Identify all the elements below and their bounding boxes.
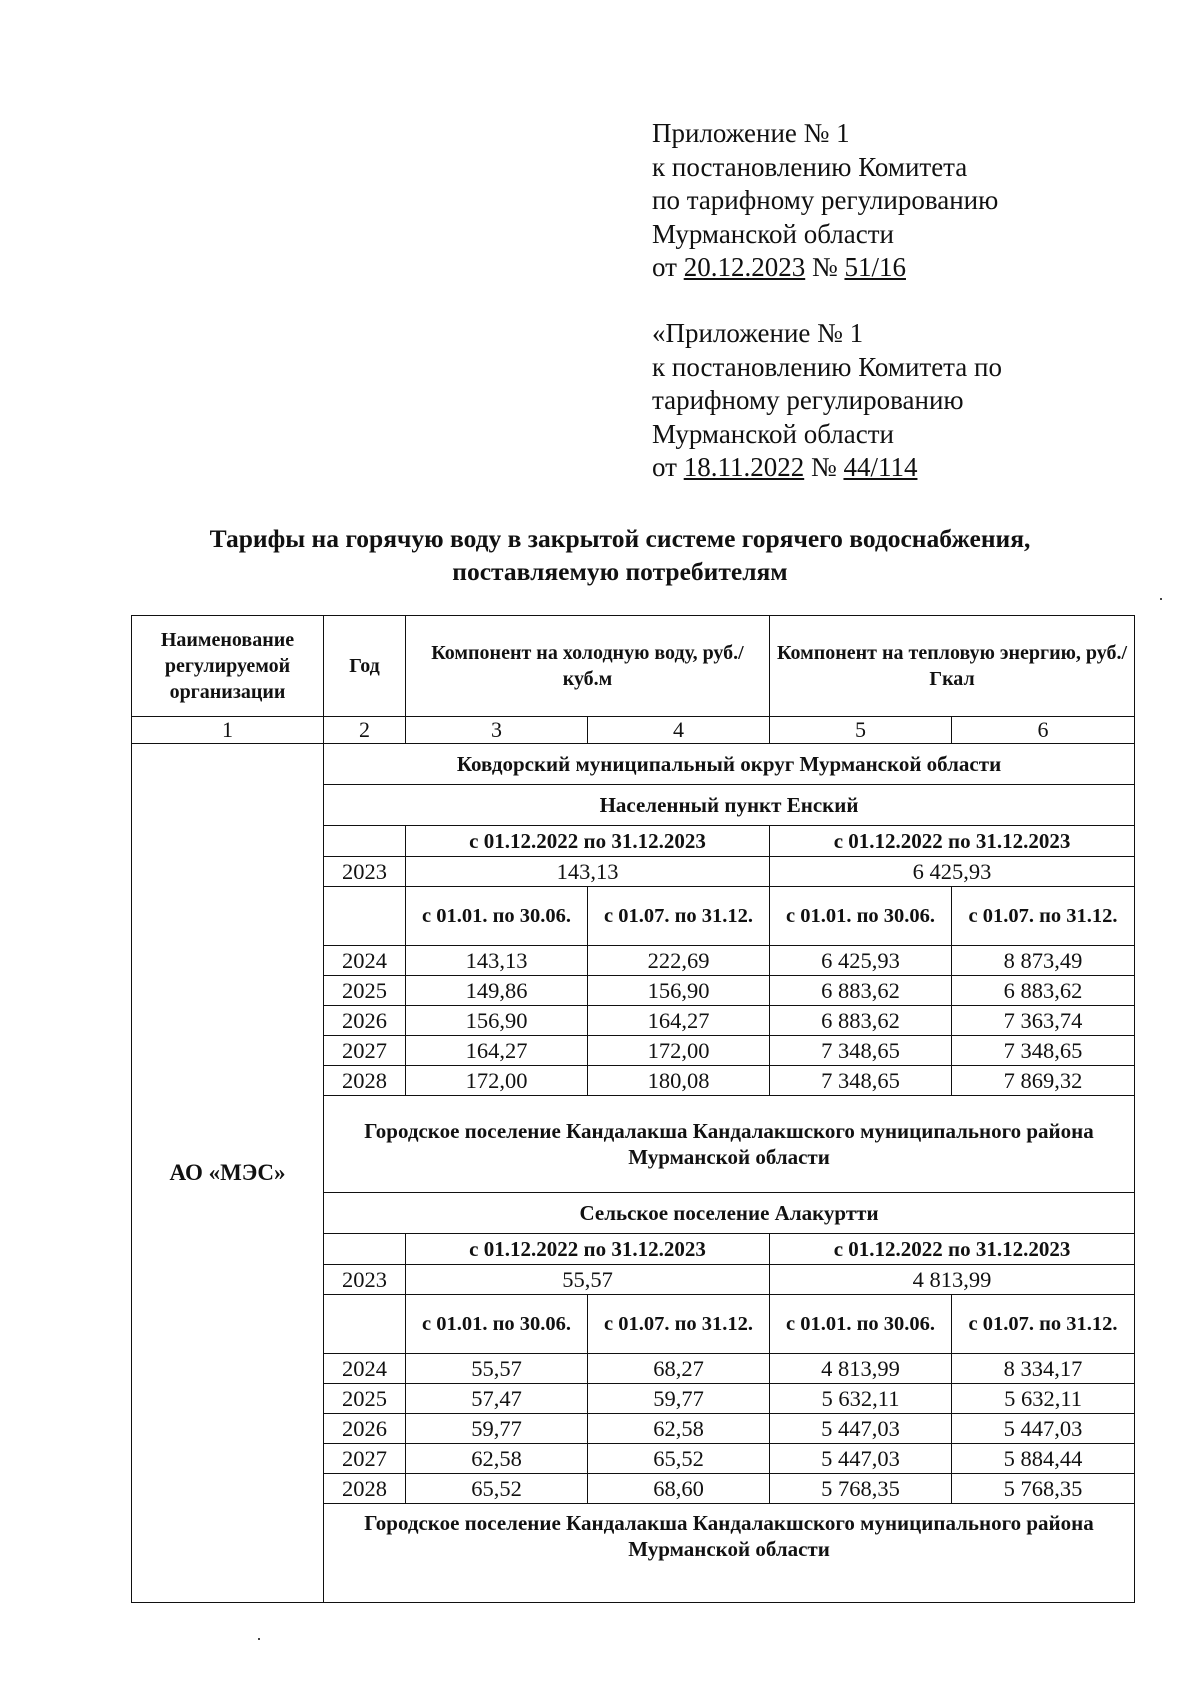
half-first-heat: с 01.01. по 30.06. [770,1295,952,1354]
document-title: Тарифы на горячую воду в закрытой системе горячего водоснабжения, поставляемую потребителям [209,524,1031,586]
cold-value: 62,58 [406,1444,588,1474]
cold-value: 68,27 [588,1354,770,1384]
cold-value: 164,27 [406,1036,588,1066]
appendix-number: Приложение № 1 [652,118,850,148]
year-cell: 2028 [324,1474,406,1504]
cold-value: 59,77 [406,1414,588,1444]
cold-value: 143,13 [406,946,588,976]
heat-value: 6 883,62 [770,976,952,1006]
col-number: 4 [588,717,770,744]
heat-value: 5 447,03 [770,1444,952,1474]
empty-cell [324,1295,406,1354]
number-prefix: № [805,252,845,282]
cold-value: 156,90 [588,976,770,1006]
cold-value: 172,00 [588,1036,770,1066]
organization-name: АО «МЭС» [132,744,324,1603]
appendix-number: «Приложение № 1 [652,318,864,348]
appendix-line: Мурманской области [652,218,894,249]
period-cold: с 01.12.2022 по 31.12.2023 [406,826,770,857]
heat-value: 5 768,35 [952,1474,1135,1504]
empty-cell [324,826,406,857]
number-prefix: № [804,452,844,482]
heat-value: 6 883,62 [770,1006,952,1036]
heat-value: 5 447,03 [952,1414,1135,1444]
settlement-name: Сельское поселение Алакуртти [324,1193,1135,1234]
table-header-row [132,616,1135,717]
year-cell: 2023 [324,857,406,887]
cold-value: 172,00 [406,1066,588,1096]
heat-value: 5 884,44 [952,1444,1135,1474]
heat-value: 7 363,74 [952,1006,1135,1036]
appendix-date-line [652,251,1122,285]
heat-value: 7 348,65 [770,1066,952,1096]
year-cell: 2027 [324,1444,406,1474]
heat-value: 7 869,32 [952,1066,1135,1096]
cold-value: 62,58 [588,1414,770,1444]
cold-value: 57,47 [406,1384,588,1414]
cold-value: 143,13 [406,857,770,887]
header-cold-water: Компонент на холодную воду, руб./куб.м [406,616,770,717]
col-number: 5 [770,717,952,744]
heat-value: 4 813,99 [770,1265,1135,1295]
col-number: 2 [324,717,406,744]
cold-value: 55,57 [406,1354,588,1384]
year-cell: 2024 [324,1354,406,1384]
heat-value: 5 447,03 [770,1414,952,1444]
year-cell: 2028 [324,1066,406,1096]
heat-value: 8 334,17 [952,1354,1135,1384]
year-cell: 2025 [324,976,406,1006]
date-prefix: от [652,452,684,482]
cold-value: 59,77 [588,1384,770,1414]
resolution-number: 51/16 [844,252,906,282]
cold-value: 180,08 [588,1066,770,1096]
heat-value: 7 348,65 [770,1036,952,1066]
cold-value: 65,52 [406,1474,588,1504]
region-name: Городское поселение Кандалакша Кандалакшского муниципального района Мурманской области [324,1504,1135,1603]
date-prefix: от [652,252,684,282]
scan-speck [258,1638,260,1640]
year-cell: 2026 [324,1414,406,1444]
period-heat: с 01.12.2022 по 31.12.2023 [770,826,1135,857]
empty-cell [324,887,406,946]
heat-value: 5 632,11 [952,1384,1135,1414]
appendix-header-original [652,317,1122,485]
header-heat-energy: Компонент на тепловую энергию, руб./Гкал [770,616,1135,717]
heat-value: 5 632,11 [770,1384,952,1414]
column-number-row [132,717,1135,744]
cold-value: 164,27 [588,1006,770,1036]
half-second-heat: с 01.07. по 31.12. [952,887,1135,946]
half-first-cold: с 01.01. по 30.06. [406,887,588,946]
year-cell: 2024 [324,946,406,976]
scan-speck [1160,598,1162,600]
year-cell: 2025 [324,1384,406,1414]
heat-value: 5 768,35 [770,1474,952,1504]
heat-value: 6 883,62 [952,976,1135,1006]
empty-cell [324,1234,406,1265]
year-cell: 2026 [324,1006,406,1036]
year-cell: 2023 [324,1265,406,1295]
cold-value: 222,69 [588,946,770,976]
appendix-line: к постановлению Комитета [652,151,968,182]
cold-value: 65,52 [588,1444,770,1474]
tariff-table [131,615,1135,1603]
cold-value: 68,60 [588,1474,770,1504]
heat-value: 7 348,65 [952,1036,1135,1066]
col-number: 6 [952,717,1135,744]
resolution-number: 44/114 [843,452,918,482]
period-heat: с 01.12.2022 по 31.12.2023 [770,1234,1135,1265]
settlement-name: Населенный пункт Енский [324,785,1135,826]
resolution-date: 20.12.2023 [683,252,806,282]
col-number: 1 [132,717,324,744]
appendix-line: по тарифному регулированию [652,185,999,215]
heat-value: 6 425,93 [770,946,952,976]
appendix-date-line [652,451,1122,485]
header-org: Наименование регулируемой организации [132,616,324,717]
heat-value: 8 873,49 [952,946,1135,976]
col-number: 3 [406,717,588,744]
appendix-header-current [652,117,1122,285]
appendix-line: к постановлению Комитета по [652,351,1002,382]
appendix-line: тарифному регулированию [652,385,964,415]
cold-value: 156,90 [406,1006,588,1036]
resolution-date: 18.11.2022 [683,452,805,482]
cold-value: 149,86 [406,976,588,1006]
region-name: Ковдорский муниципальный округ Мурманской области [324,744,1135,785]
half-first-cold: с 01.01. по 30.06. [406,1295,588,1354]
heat-value: 4 813,99 [770,1354,952,1384]
half-second-cold: с 01.07. по 31.12. [588,887,770,946]
half-second-cold: с 01.07. по 31.12. [588,1295,770,1354]
period-cold: с 01.12.2022 по 31.12.2023 [406,1234,770,1265]
header-year: Год [324,616,406,717]
half-second-heat: с 01.07. по 31.12. [952,1295,1135,1354]
region-name: Городское поселение Кандалакша Кандалакшского муниципального района Мурманской области [324,1096,1135,1193]
half-first-heat: с 01.01. по 30.06. [770,887,952,946]
year-cell: 2027 [324,1036,406,1066]
appendix-line: Мурманской области [652,418,894,449]
heat-value: 6 425,93 [770,857,1135,887]
region-row [132,744,1135,785]
cold-value: 55,57 [406,1265,770,1295]
